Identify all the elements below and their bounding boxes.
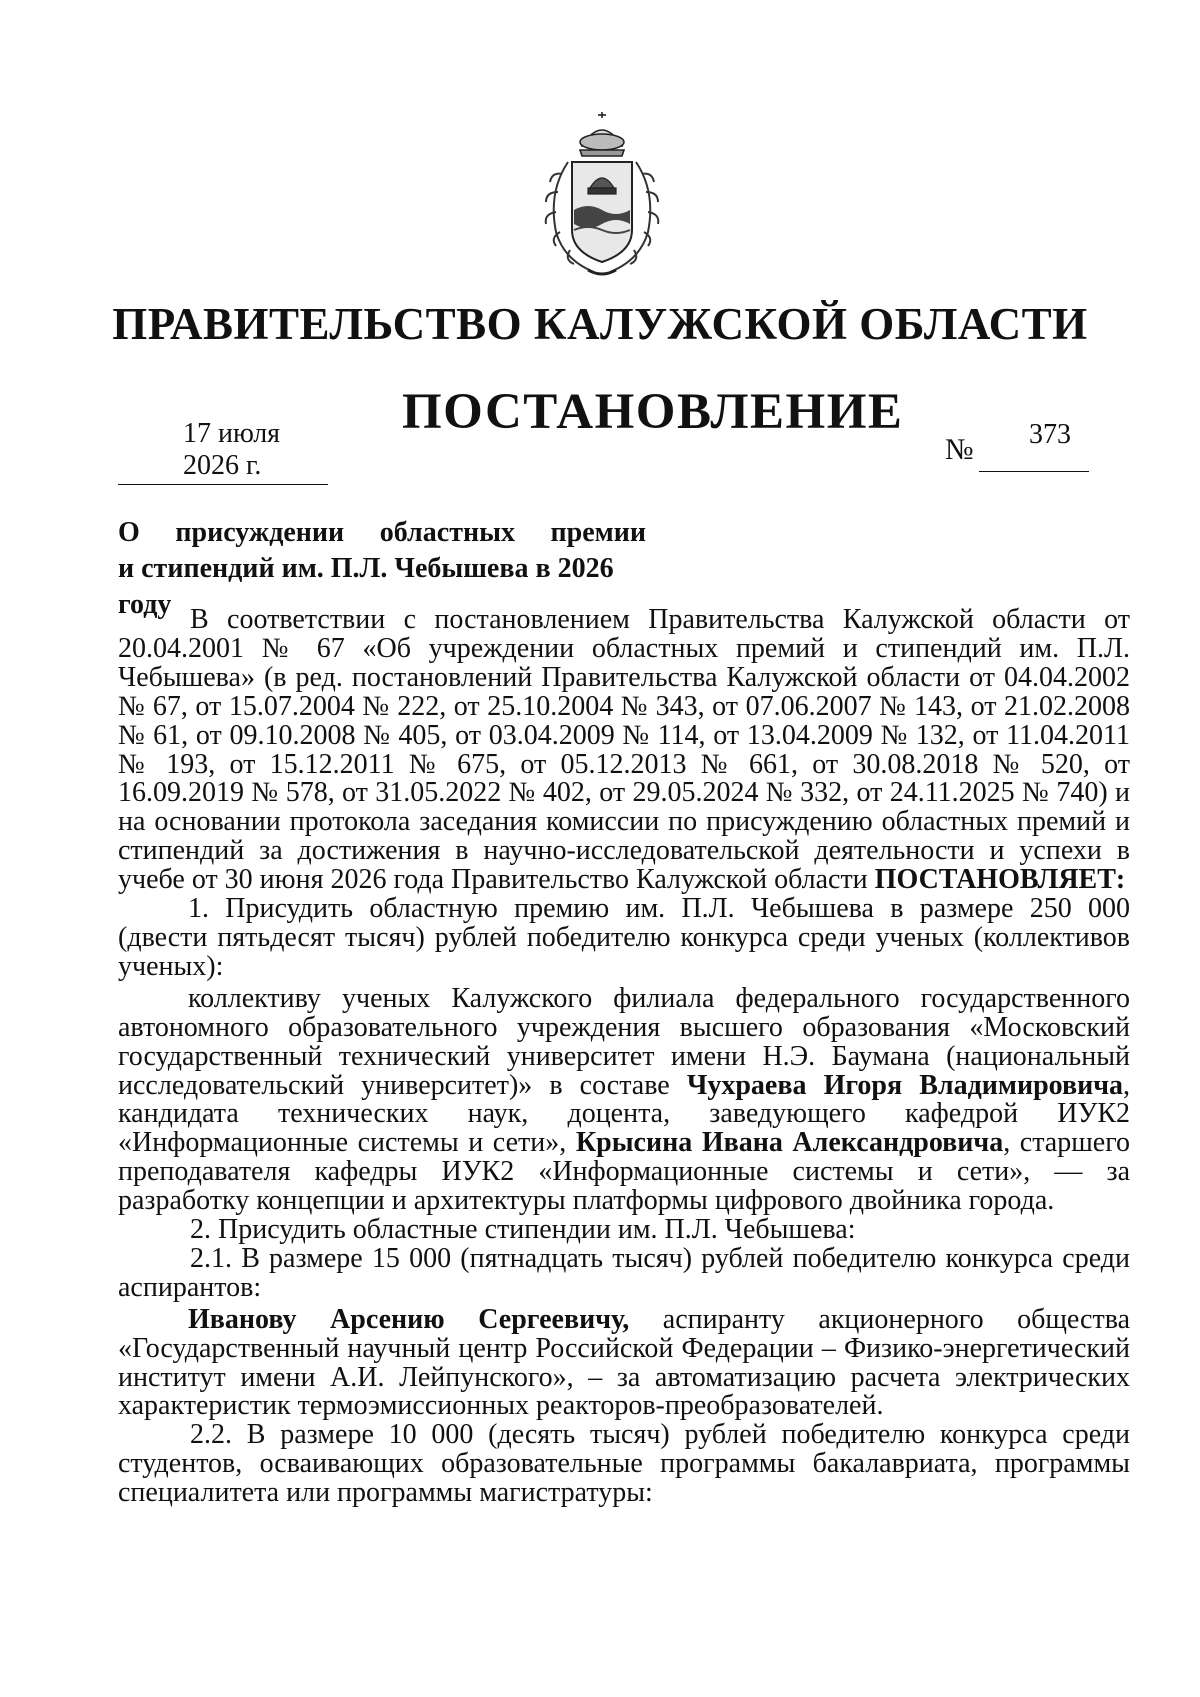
date-underline xyxy=(118,484,328,485)
recipient-name-3: Иванову Арсению Сергеевичу, xyxy=(188,1303,630,1335)
clause-2: 2. Присудить областные стипендии им. П.Л. Чебышева: xyxy=(190,1214,856,1246)
clause-2-1: 2.1. В размере 15 000 (пятнадцать тысяч) рублей победителю конкурса среди аспирантов: xyxy=(118,1242,1130,1303)
number-underline xyxy=(979,471,1089,472)
coat-of-arms-emblem xyxy=(538,112,666,278)
document-type-title: ПОСТАНОВЛЕНИЕ xyxy=(402,384,904,440)
number-sign: № xyxy=(945,433,974,466)
preamble-text: В соответствии с постановлением Правительства Калужской области от 20.04.2001 № 67 «Об учреждении областных премий и стипендий им. П.Л. Чебышева» (в ред. постановлений Правительства Калужской области от 04.04.2002 № 67, от 15.07.2004 № 222, от 25.10.2004 № 343, от 07.06.2007 № 143, от 21.02.2008 № 61, от 09.10.2008 № 405, от 03.04.2009 № 114, от 13.04.2009 № 132, от 11.04.2011 № 193, от 15.12.2011 № 675, от 05.12.2013 № 661, от 30.08.2018 № 520, от 16.09.2019 № 578, от 31.05.2022 № 402, от 29.05.2024 № 332, от 24.11.2025 № 740) и на основании протокола заседания комиссии по присуждению областных премий и стипендий за достижения в научно-исследовательской деятельности и успехи в учебе от 30 июня 2026 года Правительство Калужской области xyxy=(118,604,1130,896)
document-body xyxy=(118,606,1130,1508)
recipient-name-2: Крысина Ивана Александровича xyxy=(575,1127,1004,1159)
clause-2-1-recipient xyxy=(118,1303,1130,1422)
subject-line-2: и стипендий им. П.Л. Чебышева в 2026 году xyxy=(118,553,614,620)
clause-2-1-text: аспиранту акционерного общества «Государственный научный центр Российской Федерации – Физико-энергетический институт имени А.И. Лейпунского», – за автоматизацию расчета электрических характеристик термоэмиссионных реакторов-преобразователей. xyxy=(118,1303,1130,1422)
government-title: ПРАВИТЕЛЬСТВО КАЛУЖСКОЙ ОБЛАСТИ xyxy=(112,299,1088,349)
resolves-keyword: ПОСТАНОВЛЯЕТ: xyxy=(874,864,1126,896)
clause-1-text-a: коллективу ученых Калужского филиала федерального государственного автономного образовательного учреждения высшего образования «Московский государственный технический университет имени Н.Э. Баумана (национальный исследовательский университет)» в составе xyxy=(118,982,1130,1101)
clause-1-text-c: , старшего преподавателя кафедры ИУК2 «Информационные системы и сети», — за разработку концепции и архитектуры платформы цифрового двойника города. xyxy=(118,1127,1131,1217)
number-block xyxy=(945,419,1071,467)
recipient-name-1: Чухраева Игоря Владимировича xyxy=(686,1069,1123,1101)
clause-1-recipients xyxy=(118,982,1131,1217)
clause-1-text-b: , кандидата технических наук, доцента, заведующего кафедрой ИУК2 «Информационные системы и сети», xyxy=(118,1069,1130,1159)
document-date: 17 июля 2026 г. xyxy=(183,418,281,481)
subject-line-1: О присуждении областных премии xyxy=(118,517,646,548)
date-block xyxy=(118,418,328,485)
preamble-paragraph xyxy=(118,606,1130,895)
document-number: 373 xyxy=(1029,419,1071,450)
clause-1: 1. Присудить областную премию им. П.Л. Чебышева в размере 250 000 (двести пятьдесят тысяч) рублей победителю конкурса среди ученых (коллективов ученых): xyxy=(118,893,1130,982)
clause-2-2: 2.2. В размере 10 000 (десять тысяч) рублей победителю конкурса среди студентов, осваивающих образовательные программы бакалавриата, программы специалитета или программы магистратуры: xyxy=(118,1419,1130,1509)
